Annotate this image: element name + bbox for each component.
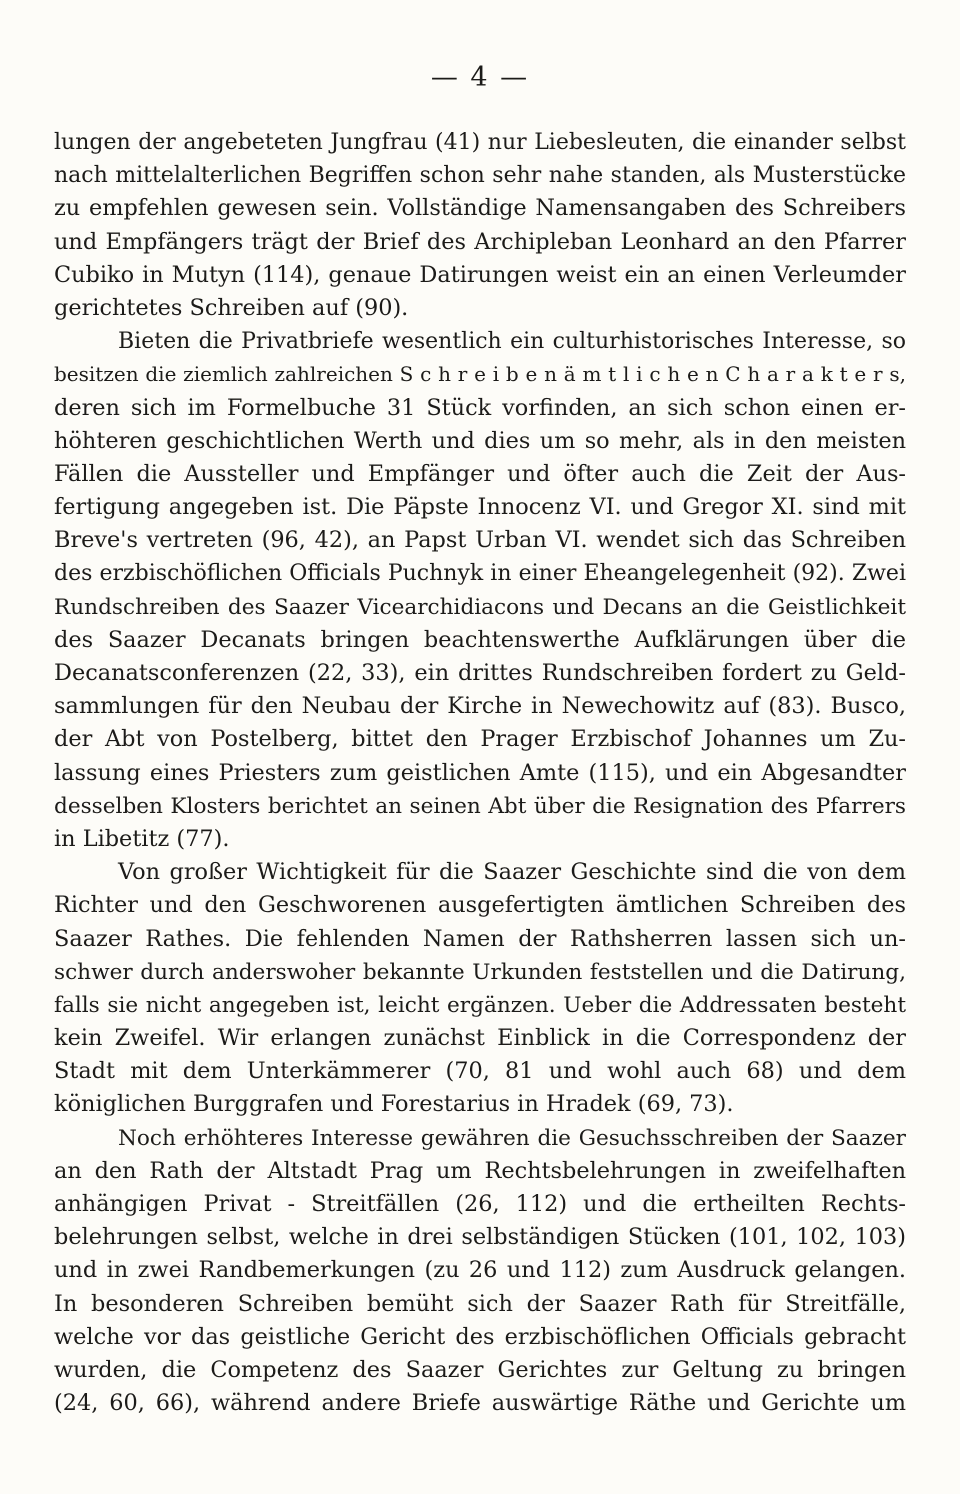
- text-line: Cubiko in Mutyn (114), genaue Datirungen weist ein an einen Verleumder: [54, 261, 906, 288]
- text-line: sammlungen für den Neubau der Kirche in Newechowitz auf (83). Busco,: [54, 693, 906, 720]
- text-line: Stadt mit dem Unterkämmerer (70, 81 und wohl auch 68) und dem: [54, 1058, 906, 1085]
- text-line: anhängigen Privat - Streitfällen (26, 112) und die ertheilten Rechts-: [54, 1191, 906, 1217]
- text-line: höhteren geschichtlichen Werth und dies um so mehr, als in den meisten: [54, 427, 906, 454]
- text-line: Rundschreiben des Saazer Vicearchidiacons und Decans an die Geistlichkeit: [54, 594, 906, 620]
- text-line: wurden, die Competenz des Saazer Gerichtes zur Geltung zu bringen: [54, 1356, 906, 1383]
- text-line: deren sich im Formelbuche 31 Stück vorfinden, an sich schon einen er-: [54, 394, 906, 421]
- text-line: lassung eines Priesters zum geistlichen Amte (115), und ein Abgesandter: [54, 759, 906, 786]
- text-line: fertigung angegeben ist. Die Päpste Innocenz VI. und Gregor XI. sind mit: [54, 494, 906, 521]
- text-line: Von großer Wichtigkeit für die Saazer Geschichte sind die von dem: [118, 859, 906, 886]
- text-line: der Abt von Postelberg, bittet den Prager Erzbischof Johannes um Zu-: [54, 726, 906, 753]
- text-line: kein Zweifel. Wir erlangen zunächst Einblick in die Correspondenz der: [54, 1025, 906, 1052]
- text-line: an den Rath der Altstadt Prag um Rechtsbelehrungen in zweifelhaften: [54, 1157, 906, 1184]
- text-line: falls sie nicht angegeben ist, leicht ergänzen. Ueber die Addressaten besteht: [54, 992, 906, 1018]
- text-line: In besonderen Schreiben bemüht sich der Saazer Rath für Streitfälle,: [54, 1290, 906, 1317]
- text-line: Saazer Rathes. Die fehlenden Namen der Rathsherren lassen sich un-: [54, 925, 906, 952]
- text-line: zu empfehlen gewesen sein. Vollständige Namensangaben des Schreibers: [54, 195, 906, 222]
- text-line: lungen der angebeteten Jungfrau (41) nur Liebesleuten, die einander selbst: [54, 130, 906, 155]
- text-line: und in zwei Randbemerkungen (zu 26 und 112) zum Ausdruck gelangen.: [54, 1257, 906, 1284]
- text-line: welche vor das geistliche Gericht des erzbischöflichen Officials gebracht: [54, 1323, 906, 1350]
- text-line: Noch erhöhteres Interesse gewähren die Gesuchsschreiben der Saazer: [118, 1125, 906, 1151]
- text-line: schwer durch anderswoher bekannte Urkunden feststellen und die Datirung,: [54, 959, 906, 985]
- text-line: Bieten die Privatbriefe wesentlich ein culturhistorisches Interesse, so: [118, 329, 906, 355]
- text-line: des Saazer Decanats bringen beachtenswerthe Aufklärungen über die: [54, 626, 906, 653]
- text-line: und Empfängers trägt der Brief des Archipleban Leonhard an den Pfarrer: [54, 228, 906, 255]
- page-number: — 4 —: [430, 62, 530, 93]
- text-line: des erzbischöflichen Officials Puchnyk in einer Eheangelegenheit (92). Zwei: [54, 561, 906, 587]
- text-line: belehrungen selbst, welche in drei selbständigen Stücken (101, 102, 103): [54, 1224, 906, 1251]
- text-line: gerichtetes Schreiben auf (90).: [54, 294, 409, 321]
- text-line: Fällen die Aussteller und Empfänger und öfter auch die Zeit der Aus-: [54, 460, 906, 487]
- text-line: nach mittelalterlichen Begriffen schon sehr nahe standen, als Musterstücke: [54, 163, 906, 189]
- text-line: Decanatsconferenzen (22, 33), ein drittes Rundschreiben fordert zu Geld-: [54, 660, 906, 686]
- text-line: desselben Klosters berichtet an seinen Abt über die Resignation des Pfarrers: [54, 793, 906, 819]
- text-line: Breve's vertreten (96, 42), an Papst Urban VI. wendet sich das Schreiben: [54, 527, 906, 554]
- body-text: [54, 126, 906, 1420]
- text-line: königlichen Burggrafen und Forestarius in Hradek (69, 73).: [54, 1091, 734, 1118]
- text-line: in Libetitz (77).: [54, 825, 230, 852]
- text-line: Richter und den Geschworenen ausgefertigten ämtlichen Schreiben des: [54, 892, 906, 919]
- text-line: besitzen die ziemlich zahlreichen S c h r e i b e n ä m t l i c h e n C h a r a k t e r s,: [54, 362, 906, 387]
- text-line: (24, 60, 66), während andere Briefe auswärtige Räthe und Gerichte um: [54, 1390, 906, 1417]
